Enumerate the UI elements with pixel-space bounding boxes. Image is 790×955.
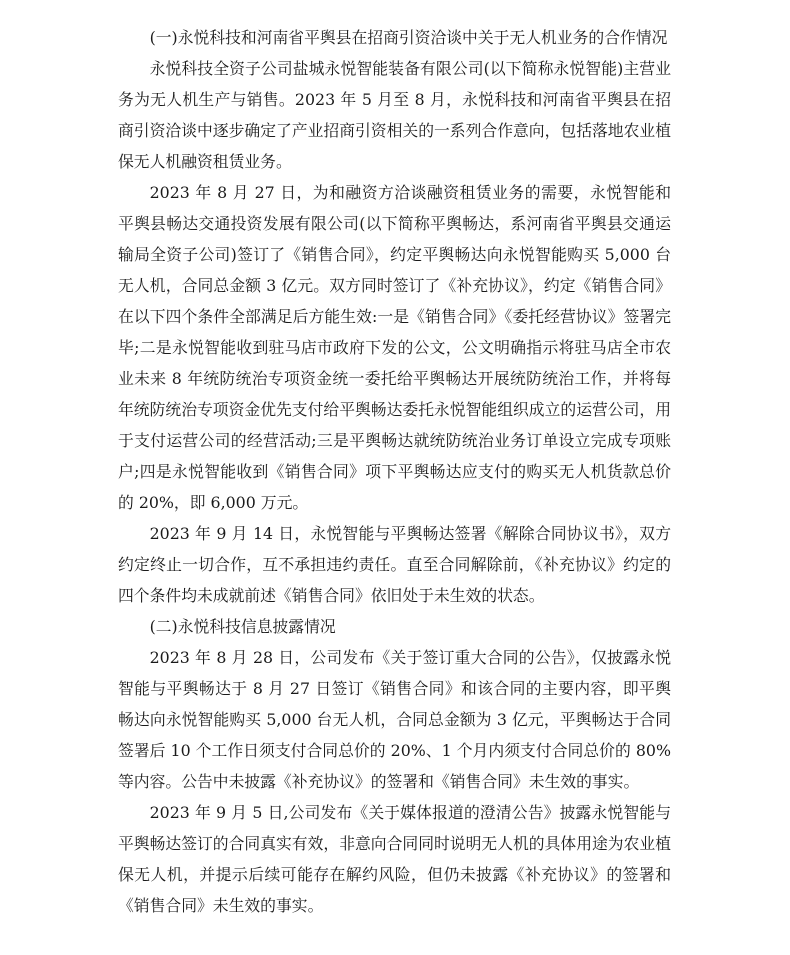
section-heading-2: (二)永悦科技信息披露情况: [149, 617, 336, 636]
paragraph: 永悦科技全资子公司盐城永悦智能装备有限公司(以下简称永悦智能)主营业务为无人机生产与销售。2023 年 5 月至 8 月，永悦科技和河南省平舆县在招商引资洽谈中逐步确定了产业招商引资相关的一系列合作意向，包括落地农业植保无人机融资租赁业务。: [118, 59, 671, 171]
section-heading-1: (一)永悦科技和河南省平舆县在招商引资洽谈中关于无人机业务的合作情况: [149, 28, 668, 47]
document-page: [118, 22, 671, 921]
paragraph: 2023 年 8 月 27 日，为和融资方洽谈融资租赁业务的需要，永悦智能和平舆县畅达交通投资发展有限公司(以下简称平舆畅达，系河南省平舆县交通运输局全资子公司)签订了《销售合同》，约定平舆畅达向永悦智能购买 5,000 台无人机，合同总金额 3 亿元。双方同时签订了《补充协议》，约定《销售合同》在以下四个条件全部满足后方能生效:一是《销售合同》《委托经营协议》签署完毕;二是永悦智能收到驻马店市政府下发的公文，公文明确指示将驻马店全市农业未来 8 年统防统治专项资金统一委托给平舆畅达开展统防统治工作，并将每年统防统治专项资金优先支付给平舆畅达委托永悦智能组织成立的运营公司，用于支付运营公司的经营活动;三是平舆畅达就统防统治业务订单设立完成专项账户;四是永悦智能收到《销售合同》项下平舆畅达应支付的购买无人机货款总价的 20%，即 6,000 万元。: [118, 183, 671, 512]
paragraph: 2023 年 8 月 28 日，公司发布《关于签订重大合同的公告》，仅披露永悦智能与平舆畅达于 8 月 27 日签订《销售合同》和该合同的主要内容，即平舆畅达向永悦智能购买 5,000 台无人机，合同总金额为 3 亿元，平舆畅达于合同签署后 10 个工作日须支付合同总价的 20%、1 个月内须支付合同总价的 80%等内容。公告中未披露《补充协议》的签署和《销售合同》未生效的事实。: [118, 648, 671, 791]
paragraph: 2023 年 9 月 14 日，永悦智能与平舆畅达签署《解除合同协议书》，双方约定终止一切合作，互不承担违约责任。直至合同解除前，《补充协议》约定的四个条件均未成就前述《销售合同》依旧处于未生效的状态。: [118, 524, 671, 605]
paragraph: 2023 年 9 月 5 日,公司发布《关于媒体报道的澄清公告》披露永悦智能与平舆畅达签订的合同真实有效，非意向合同同时说明无人机的具体用途为农业植保无人机，并提示后续可能存在解约风险，但仍未披露《补充协议》的签署和《销售合同》未生效的事实。: [118, 803, 671, 915]
